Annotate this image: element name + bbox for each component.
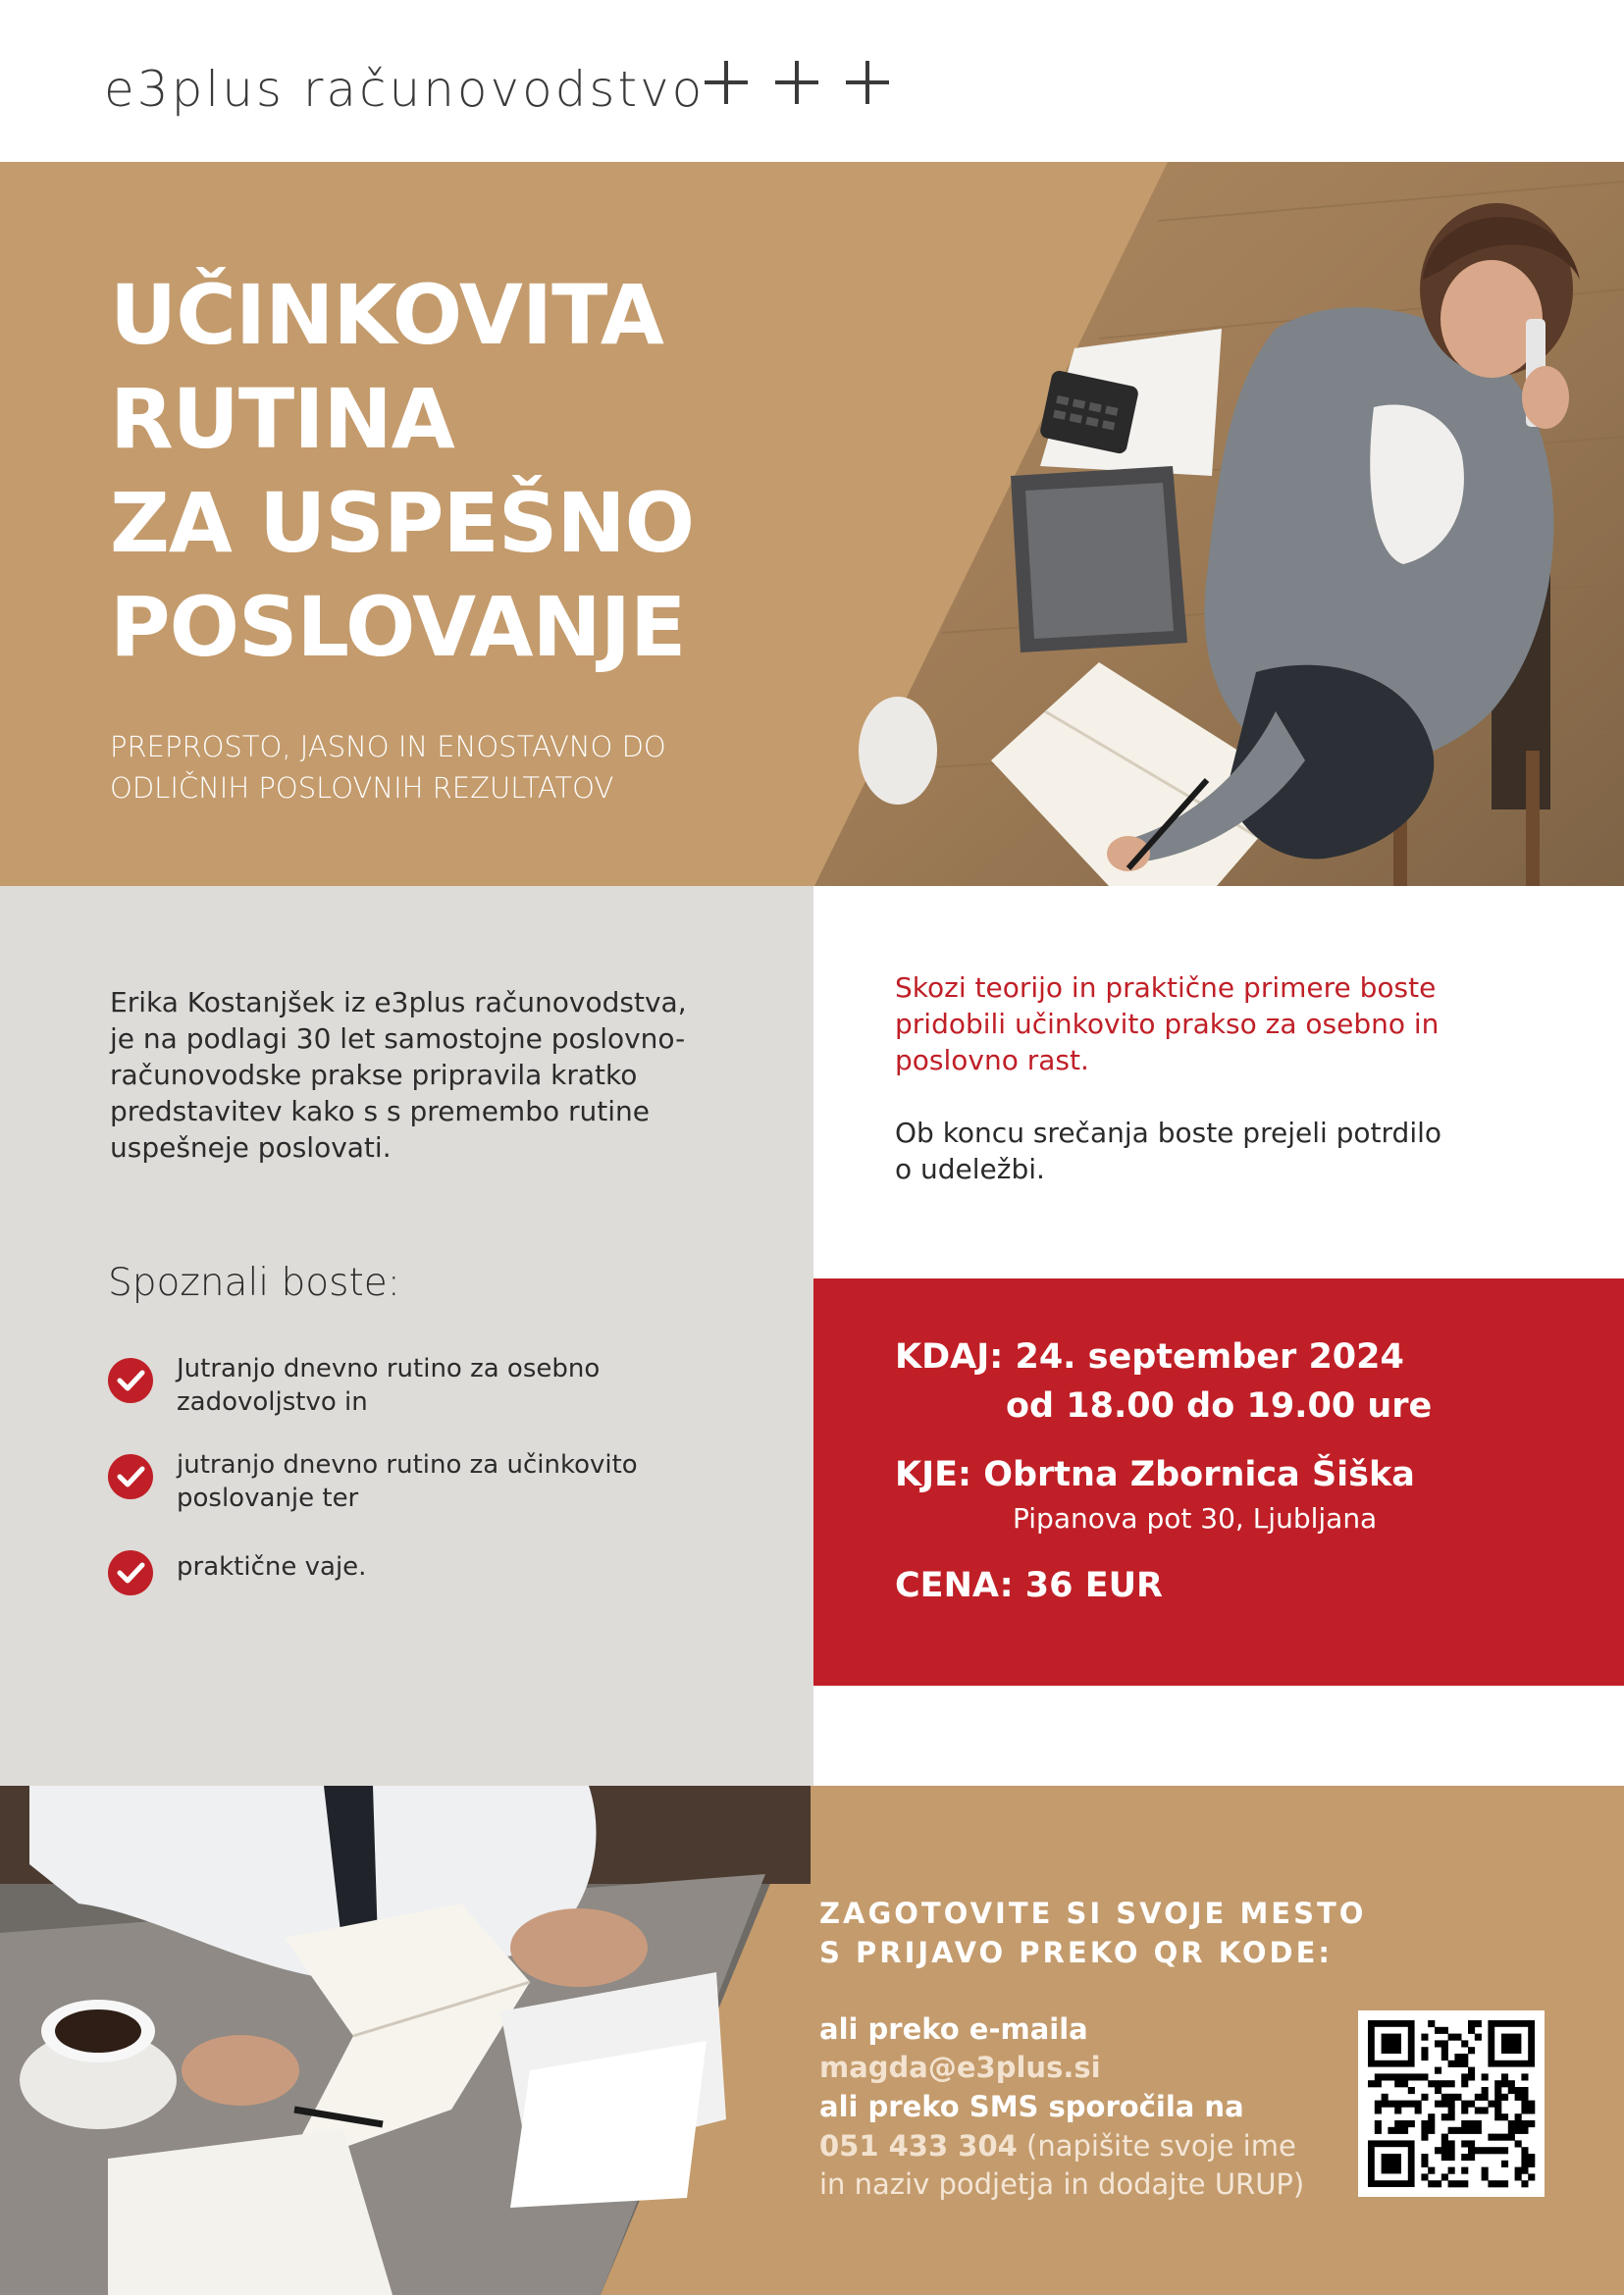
intro-line: predstavitev kako s s premembo rutine bbox=[110, 1095, 650, 1127]
benefit-line: Skozi teorijo in praktične primere boste bbox=[895, 971, 1437, 1004]
hero-title bbox=[110, 263, 694, 679]
event-location: KJE: Obrtna Zbornica Šiška bbox=[895, 1455, 1415, 1494]
sms-intro: ali preko SMS sporočila na bbox=[819, 2090, 1244, 2123]
qr-code[interactable] bbox=[1358, 2010, 1545, 2197]
certificate-paragraph bbox=[895, 1115, 1523, 1187]
checkmark-icon bbox=[108, 1454, 153, 1499]
hero-title-line: RUTINA bbox=[110, 371, 454, 467]
hero-title-line: UČINKOVITA bbox=[110, 267, 663, 363]
learn-item bbox=[108, 1354, 697, 1436]
sms-note: in naziv podjetja in dodajte URUP) bbox=[819, 2167, 1305, 2201]
intro-line: Erika Kostanjšek iz e3plus računovodstva, bbox=[110, 986, 687, 1018]
hero-subtitle bbox=[110, 726, 797, 808]
registration-heading-line: ZAGOTOVITE SI SVOJE MESTO bbox=[819, 1897, 1367, 1930]
benefit-paragraph bbox=[895, 969, 1523, 1078]
hero-title-line: POSLOVANJE bbox=[110, 579, 686, 675]
email-link[interactable]: magda@e3plus.si bbox=[819, 2051, 1101, 2084]
certificate-line: Ob koncu srečanja boste prejeli potrdilo bbox=[895, 1117, 1442, 1149]
learn-item-text bbox=[177, 1550, 687, 1584]
learn-item bbox=[108, 1450, 697, 1533]
registration-heading bbox=[819, 1894, 1366, 1972]
event-date: KDAJ: 24. september 2024 bbox=[895, 1337, 1404, 1377]
intro-line: računovodske prakse pripravila kratko bbox=[110, 1059, 638, 1091]
plus-icon bbox=[705, 61, 748, 104]
learn-item-line: zadovoljstvo in bbox=[177, 1387, 368, 1417]
event-address: Pipanova pot 30, Ljubljana bbox=[1013, 1502, 1378, 1535]
checkmark-icon bbox=[108, 1550, 153, 1595]
event-time: od 18.00 do 19.00 ure bbox=[1006, 1386, 1433, 1426]
learn-item-line: praktične vaje. bbox=[177, 1552, 367, 1582]
hero-subtitle-line: ODLIČNIH POSLOVNIH REZULTATOV bbox=[110, 771, 614, 805]
benefit-line: poslovno rast. bbox=[895, 1044, 1089, 1076]
email-intro: ali preko e-maila bbox=[819, 2012, 1088, 2046]
event-price: CENA: 36 EUR bbox=[895, 1566, 1163, 1605]
learn-item-line: jutranjo dnevno rutino za učinkovito bbox=[177, 1450, 638, 1480]
learn-heading: Spoznali boste: bbox=[108, 1261, 400, 1305]
qr-code-graphic bbox=[1358, 2010, 1545, 2197]
checkmark-icon bbox=[108, 1358, 153, 1403]
learn-item-line: poslovanje ter bbox=[177, 1484, 359, 1513]
brand-logo-text: e3plus računovodstvo bbox=[104, 61, 706, 118]
certificate-line: o udeležbi. bbox=[895, 1153, 1045, 1185]
plus-icon bbox=[846, 61, 889, 104]
sms-line bbox=[819, 2129, 1296, 2163]
registration-heading-line: S PRIJAVO PREKO QR KODE: bbox=[819, 1936, 1334, 1969]
learn-item bbox=[108, 1550, 697, 1629]
intro-line: uspešneje poslovati. bbox=[110, 1131, 392, 1164]
phone-number[interactable]: 051 433 304 bbox=[819, 2129, 1018, 2163]
plus-icon bbox=[775, 61, 818, 104]
hero-subtitle-line: PREPROSTO, JASNO IN ENOSTAVNO DO bbox=[110, 730, 666, 763]
header bbox=[0, 0, 1624, 162]
benefit-line: pridobili učinkovito prakso za osebno in bbox=[895, 1008, 1440, 1040]
sms-note: (napišite svoje ime bbox=[1017, 2129, 1296, 2163]
event-details-box bbox=[813, 1278, 1624, 1686]
learn-item-line: Jutranjo dnevno rutino za osebno bbox=[177, 1354, 601, 1383]
learn-item-text bbox=[177, 1352, 687, 1419]
learn-item-text bbox=[177, 1448, 687, 1515]
intro-paragraph bbox=[110, 984, 738, 1166]
hero-title-line: ZA USPEŠNO bbox=[110, 475, 695, 571]
intro-line: je na podlagi 30 let samostojne poslovno- bbox=[110, 1022, 686, 1055]
